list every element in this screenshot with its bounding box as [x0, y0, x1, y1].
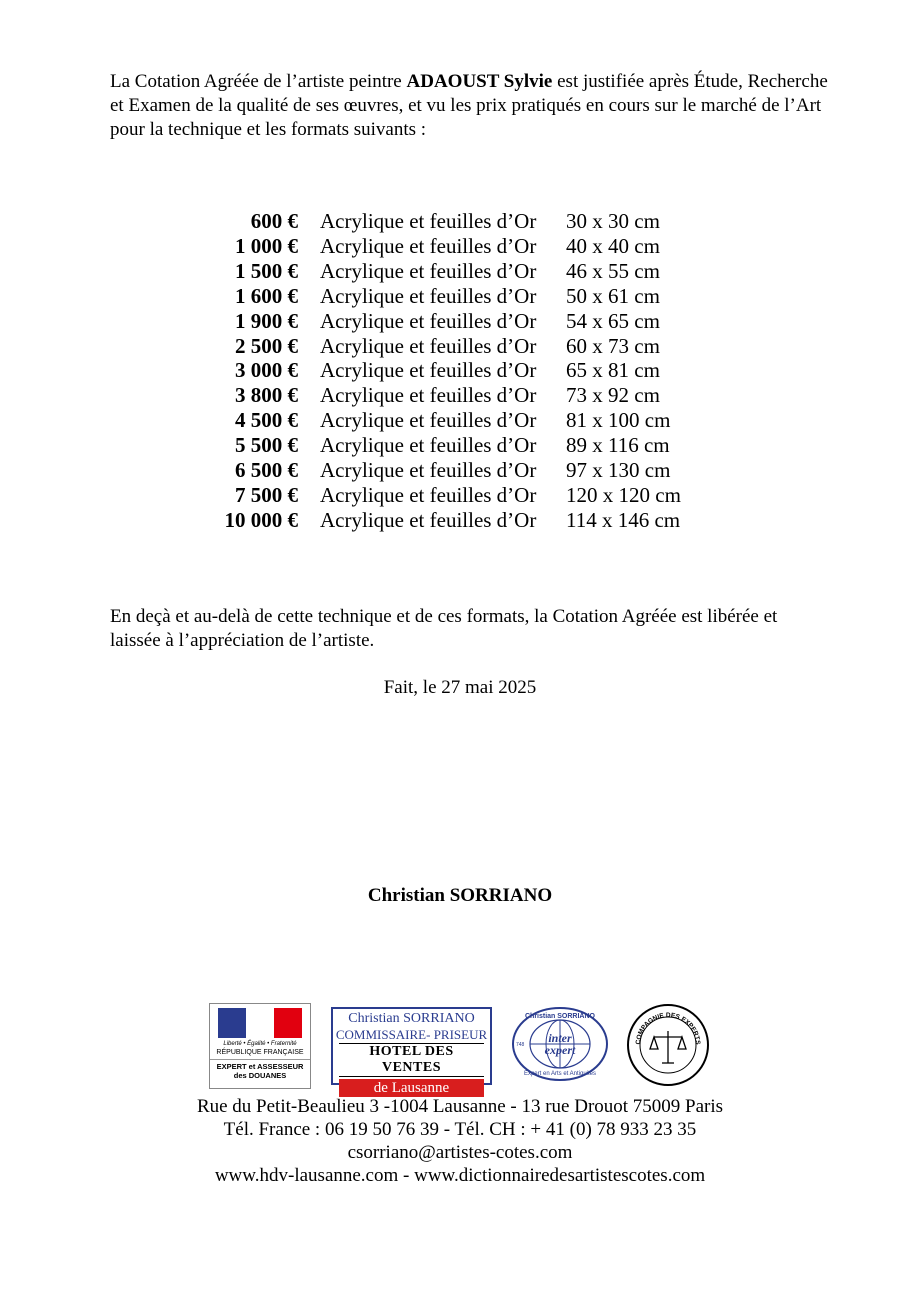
- price-row-price: 10 000 €: [224, 507, 298, 532]
- artist-name: ADAOUST Sylvie: [406, 71, 553, 92]
- price-row-technique: Acrylique et feuilles d’Or: [320, 258, 537, 283]
- price-row-format: 30 x 30 cm: [566, 209, 660, 233]
- price-row-technique: Acrylique et feuilles d’Or: [320, 233, 537, 258]
- price-row-format: 73 x 92 cm: [566, 383, 660, 408]
- price-row-technique: Acrylique et feuilles d’Or: [320, 383, 537, 408]
- price-row-price: 1 500 €: [235, 258, 298, 283]
- intro-text-end: est justifiée après Étude, Recherche et Examen de la qualité de ses œuvres, et vu les prix pratiqués en cours sur le marché de l’Art pour la technique et les formats suivants :: [110, 71, 828, 140]
- footer-address: Rue du Petit-Beaulieu 3 -1004 Lausanne - 13 rue Drouot 75009 Paris: [196, 1096, 724, 1117]
- price-row-technique: Acrylique et feuilles d’Or: [320, 408, 537, 433]
- price-row-price: 1 600 €: [235, 283, 298, 308]
- price-row-price: 1 900 €: [235, 308, 298, 333]
- price-row-format: 65 x 81 cm: [566, 358, 660, 383]
- price-row-format: 120 x 120 cm: [566, 482, 681, 507]
- price-row: [216, 483, 681, 508]
- price-row-format: 89 x 116 cm: [566, 433, 670, 458]
- republic-name: RÉPUBLIQUE FRANÇAISE: [216, 1049, 304, 1056]
- interexpert-center-line2: expert: [544, 1043, 576, 1057]
- price-row-price: 3 800 €: [235, 383, 298, 408]
- outro-paragraph: En deçà et au-delà de cette technique et de ces formats, la Cotation Agréée est libérée et laissée à l’appréciation de l’artiste.: [110, 606, 778, 651]
- interexpert-top-text: Christian SORRIANO: [524, 1013, 596, 1020]
- republic-motto: Liberté • Égalité • Fraternité: [223, 1041, 297, 1047]
- intro-text-start: La Cotation Agréée de l’artiste peintre: [110, 71, 407, 92]
- price-row-price: 600 €: [250, 209, 298, 233]
- price-row-format: 46 x 55 cm: [566, 258, 660, 283]
- price-row-technique: Acrylique et feuilles d’Or: [320, 333, 537, 358]
- price-row-technique: Acrylique et feuilles d’Or: [320, 209, 537, 233]
- hdv-role: COMMISSAIRE- PRISEUR: [335, 1027, 488, 1042]
- price-row-format: 97 x 130 cm: [566, 458, 671, 483]
- seal-ring-text: COMPAGNIE DES EXPERTS: [634, 1011, 702, 1045]
- interexpert-center-line1: inter: [548, 1031, 572, 1045]
- price-row-technique: Acrylique et feuilles d’Or: [320, 482, 537, 507]
- price-row: [216, 408, 681, 433]
- interexpert-number: 748: [516, 1042, 525, 1048]
- signatory-name: Christian SORRIANO: [367, 885, 553, 906]
- date-line: Fait, le 27 mai 2025: [383, 677, 537, 698]
- price-row-technique: Acrylique et feuilles d’Or: [320, 433, 537, 458]
- price-row-technique: Acrylique et feuilles d’Or: [320, 507, 537, 532]
- price-row: [216, 259, 681, 284]
- price-row-format: 60 x 73 cm: [566, 333, 660, 358]
- price-row-price: 6 500 €: [235, 458, 298, 483]
- price-row: [216, 508, 681, 533]
- price-row: [216, 458, 681, 483]
- footer-contact: [0, 1095, 920, 1187]
- hotel-des-ventes-logo: [331, 1007, 492, 1096]
- expert-title-line1: EXPERT et ASSESSEUR: [210, 1059, 310, 1071]
- price-row: [216, 358, 681, 383]
- price-row-price: 1 000 €: [235, 233, 298, 258]
- republique-francaise-logo: [209, 1003, 311, 1089]
- hdv-house: HOTEL DES VENTES: [339, 1043, 484, 1077]
- price-row-price: 3 000 €: [235, 358, 298, 383]
- price-row-technique: Acrylique et feuilles d’Or: [320, 358, 537, 383]
- logos-row: [0, 1003, 920, 1096]
- tricolor-flag-icon: [210, 1008, 310, 1038]
- intro-paragraph: [110, 70, 830, 142]
- price-table: [216, 209, 681, 533]
- price-row: [216, 334, 681, 359]
- price-row-price: 2 500 €: [235, 333, 298, 358]
- price-row: [216, 234, 681, 259]
- price-row: [216, 209, 681, 234]
- interexpert-logo: [510, 1005, 610, 1083]
- price-row: [216, 284, 681, 309]
- hdv-city: de Lausanne: [339, 1079, 484, 1097]
- price-row-format: 54 x 65 cm: [566, 308, 660, 333]
- price-row-price: 4 500 €: [235, 408, 298, 433]
- expert-title-line2: des DOUANES: [233, 1071, 287, 1080]
- price-row-technique: Acrylique et feuilles d’Or: [320, 283, 537, 308]
- hdv-name: Christian SORRIANO: [348, 1011, 475, 1026]
- price-row: [216, 433, 681, 458]
- compagnie-des-experts-seal: [626, 1003, 710, 1087]
- price-row: [216, 309, 681, 334]
- price-row-format: 81 x 100 cm: [566, 408, 671, 433]
- price-row-technique: Acrylique et feuilles d’Or: [320, 308, 537, 333]
- footer-phones: Tél. France : 06 19 50 76 39 - Tél. CH : + 41 (0) 78 933 23 35: [223, 1119, 697, 1140]
- price-row-format: 50 x 61 cm: [566, 283, 660, 308]
- price-row: [216, 383, 681, 408]
- price-row-price: 7 500 €: [235, 482, 298, 507]
- price-row-price: 5 500 €: [235, 433, 298, 458]
- footer-websites[interactable]: www.hdv-lausanne.com - www.dictionnairedesartistescotes.com: [214, 1165, 706, 1186]
- price-row-technique: Acrylique et feuilles d’Or: [320, 458, 537, 483]
- price-row-format: 40 x 40 cm: [566, 233, 660, 258]
- footer-email[interactable]: csorriano@artistes-cotes.com: [347, 1142, 573, 1163]
- interexpert-bottom-text: Expert en Arts et Antiquités: [523, 1071, 597, 1077]
- price-row-format: 114 x 146 cm: [566, 507, 681, 532]
